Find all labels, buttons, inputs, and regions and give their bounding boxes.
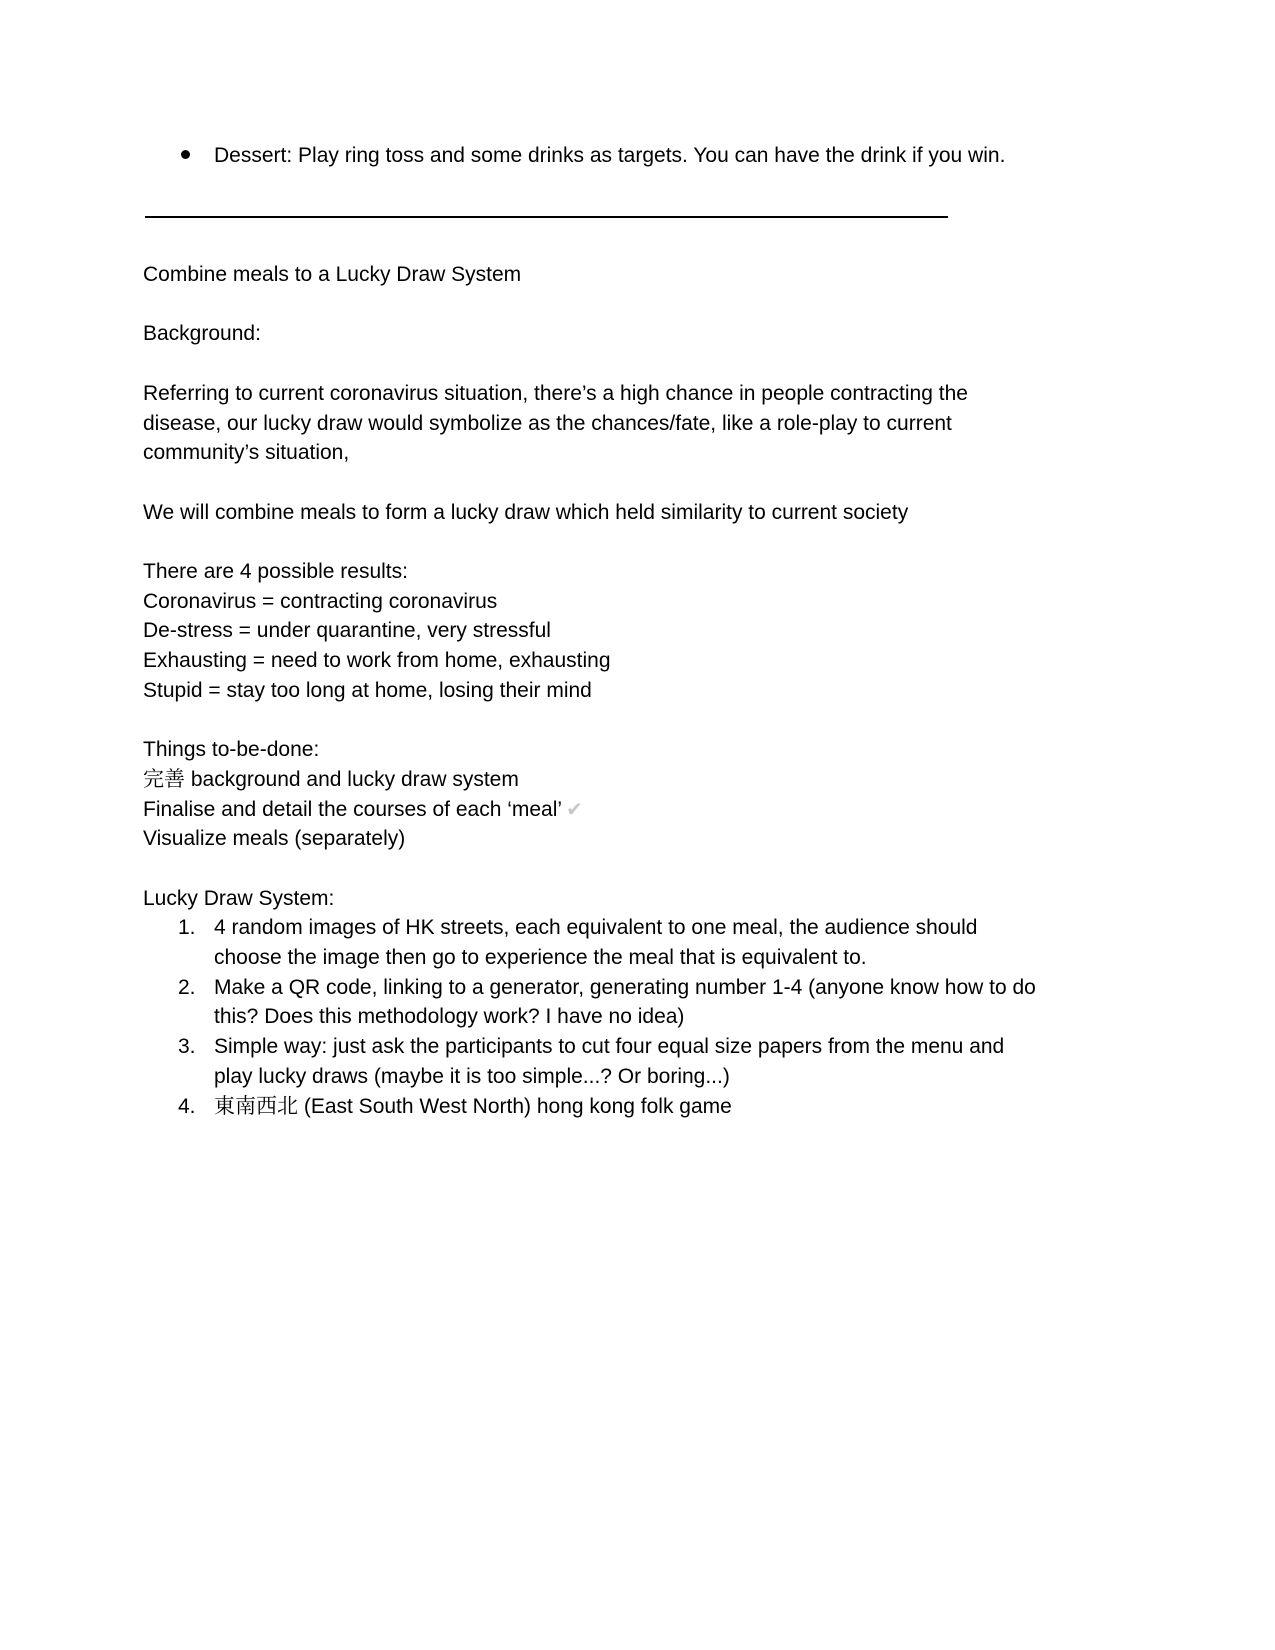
todo-label: Things to-be-done:	[143, 738, 320, 761]
bullet-dot-icon	[181, 150, 190, 159]
dessert-bullet-item	[178, 141, 1005, 171]
todo-item: 完善 background and lucky draw system	[143, 768, 519, 791]
todo-item-done	[143, 795, 583, 825]
result-item: Coronavirus = contracting coronavirus	[143, 590, 498, 613]
result-item: Exhausting = need to work from home, exhausting	[143, 649, 611, 672]
list-item	[178, 913, 1074, 973]
list-item	[178, 973, 1074, 1033]
list-number: 4.	[178, 1094, 196, 1118]
list-number: 2.	[178, 975, 196, 999]
todo-item-text: Finalise and detail the courses of each ‘meal’	[143, 798, 563, 821]
todo-item: Visualize meals (separately)	[143, 827, 406, 850]
results-label: There are 4 possible results:	[143, 560, 408, 583]
bullet-marker	[178, 141, 214, 171]
horizontal-rule	[145, 216, 948, 218]
list-item-line: Simple way: just ask the participants to cut four equal size papers from the menu and	[214, 1035, 1005, 1059]
list-item-line: 東南西北 (East South West North) hong kong folk game	[214, 1094, 732, 1118]
list-item-line: this? Does this methodology work? I have no idea)	[214, 1005, 685, 1029]
list-item-line: 4 random images of HK streets, each equivalent to one meal, the audience should	[214, 916, 978, 939]
background-paragraph-line-2: disease, our lucky draw would symbolize as the chances/fate, like a role-play to current	[143, 412, 952, 435]
lucky-draw-label: Lucky Draw System:	[143, 887, 335, 910]
background-paragraph-line-1: Referring to current coronavirus situation, there’s a high chance in people contracting the	[143, 382, 968, 405]
background-paragraph-line-3: community’s situation,	[143, 441, 350, 464]
background-label: Background:	[143, 322, 261, 345]
list-item-line: play lucky draws (maybe it is too simple...? Or boring...)	[214, 1064, 730, 1088]
list-item-line: Make a QR code, linking to a generator, generating number 1-4 (anyone know how to do	[214, 975, 1036, 999]
list-item	[178, 1032, 1074, 1092]
lucky-draw-list	[178, 913, 1074, 1122]
result-item: De-stress = under quarantine, very stressful	[143, 619, 551, 642]
list-number: 1.	[178, 916, 196, 939]
combine-sentence: We will combine meals to form a lucky draw which held similarity to current society	[143, 501, 909, 524]
list-number: 3.	[178, 1035, 196, 1059]
section-heading: Combine meals to a Lucky Draw System	[143, 263, 522, 286]
list-item-line: choose the image then go to experience the meal that is equivalent to.	[214, 945, 867, 969]
list-item	[178, 1092, 1074, 1122]
result-item: Stupid = stay too long at home, losing their mind	[143, 679, 592, 702]
checkmark-icon: ✔	[566, 799, 583, 821]
dessert-text: Dessert: Play ring toss and some drinks as targets. You can have the drink if you win.	[214, 144, 1006, 167]
